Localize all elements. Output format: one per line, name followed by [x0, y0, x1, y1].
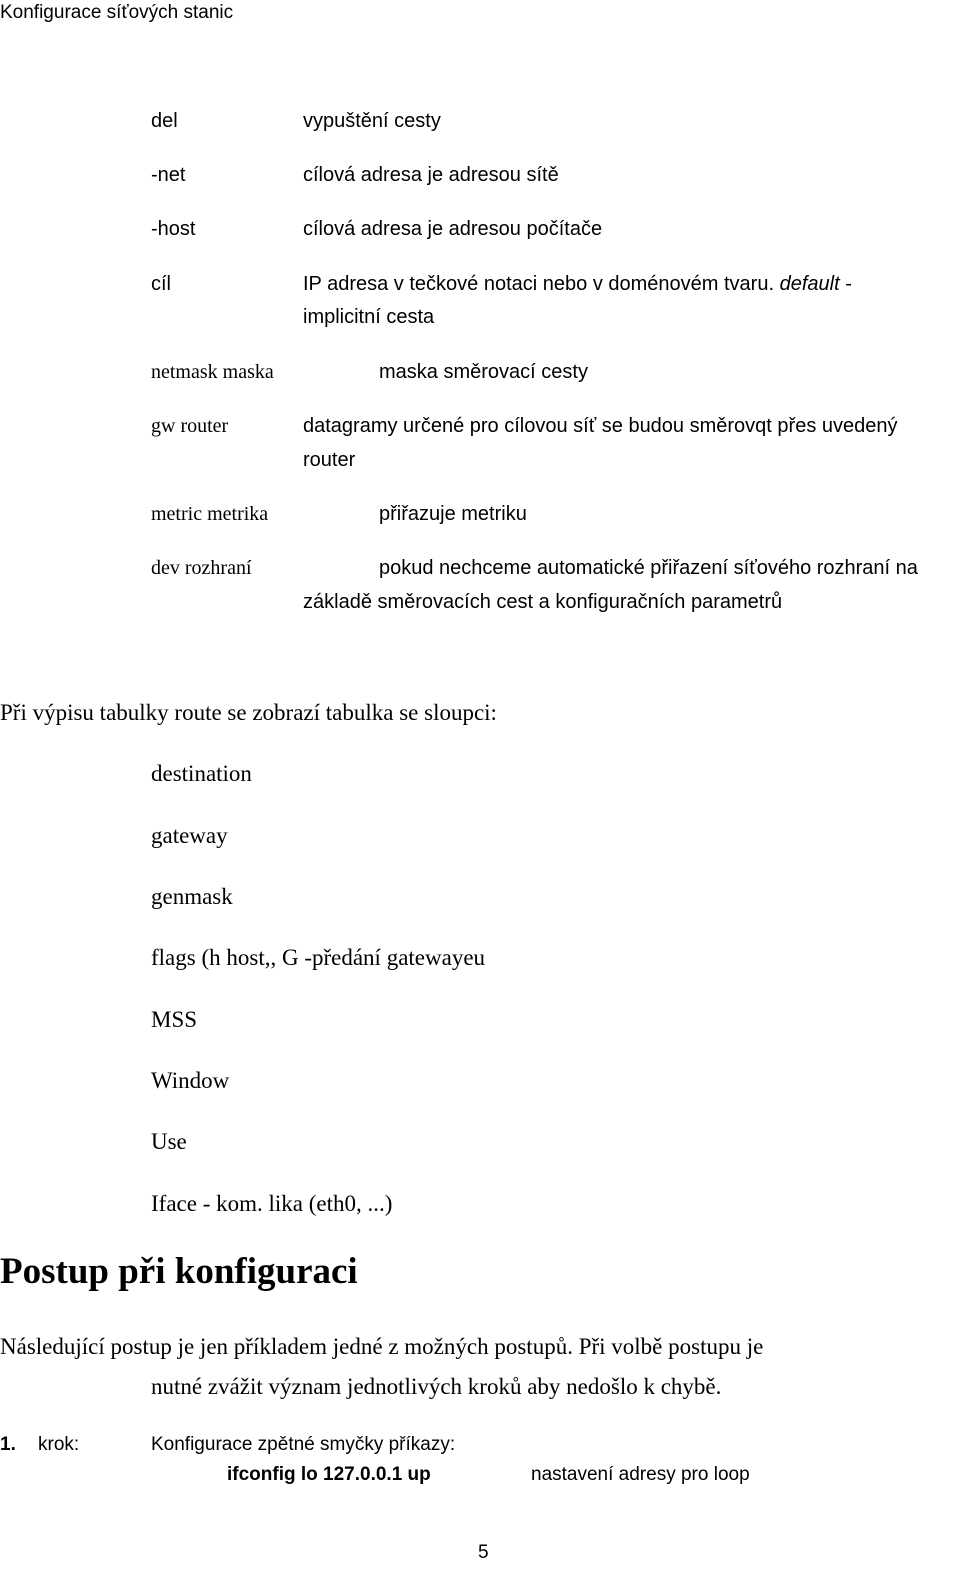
route-column-use: Use	[151, 1129, 187, 1154]
option-desc-gw-line2: router	[303, 449, 356, 471]
route-column-mss: MSS	[151, 1007, 198, 1032]
option-desc-netmask: maska směrovací cesty	[379, 361, 588, 383]
option-desc-cil-text: IP adresa v tečkové notaci nebo v doménovém tvaru.	[303, 273, 775, 295]
step-number: 1.	[0, 1434, 16, 1455]
option-term-metric: metric metrika	[151, 503, 269, 525]
route-column-gateway: gateway	[151, 823, 228, 848]
section-paragraph-line2: nutné zvážit význam jednotlivých kroků aby nedošlo k chybě.	[151, 1374, 722, 1399]
route-column-genmask: genmask	[151, 884, 233, 909]
option-desc-gw: datagramy určené pro cílovou síť se budou směrovqt přes uvedený	[303, 415, 898, 437]
section-paragraph-line1: Následující postup je jen příkladem jedné z možných postupů. Při volbě postupu je	[0, 1334, 764, 1359]
step-label: krok:	[38, 1434, 80, 1455]
option-term-cil: cíl	[151, 273, 171, 295]
option-term-del: del	[151, 110, 178, 132]
option-term-netmask: netmask maska	[151, 361, 274, 383]
route-column-iface: Iface - kom. lika (eth0, ...)	[151, 1191, 393, 1216]
option-desc-dev: pokud nechceme automatické přiřazení síťového rozhraní na	[379, 557, 918, 579]
option-desc-cil-line2: implicitní cesta	[303, 306, 435, 328]
option-term-dev: dev rozhraní	[151, 557, 252, 579]
option-desc-del: vypuštění cesty	[303, 110, 441, 132]
section-heading: Postup při konfiguraci	[0, 1251, 358, 1292]
route-table-intro: Při výpisu tabulky route se zobrazí tabulka se sloupci:	[0, 700, 497, 725]
option-term-host: -host	[151, 218, 196, 240]
option-desc-dev-line2: základě směrovacích cest a konfiguračních parametrů	[303, 591, 783, 613]
step-text: Konfigurace zpětné smyčky příkazy:	[151, 1434, 456, 1455]
page-number: 5	[478, 1542, 489, 1563]
route-column-destination: destination	[151, 761, 252, 786]
option-term-net: -net	[151, 164, 186, 186]
route-column-flags: flags (h host,, G -předání gatewayeu	[151, 945, 486, 970]
option-desc-host: cílová adresa je adresou počítače	[303, 218, 603, 240]
option-desc-net: cílová adresa je adresou sítě	[303, 164, 559, 186]
option-desc-cil-default: default	[779, 273, 840, 295]
option-desc-metric: přiřazuje metriku	[379, 503, 527, 525]
step-command-desc: nastavení adresy pro loop	[531, 1464, 750, 1485]
option-desc-cil-dash: -	[845, 273, 852, 295]
route-column-window: Window	[151, 1068, 230, 1093]
option-desc-cil	[303, 267, 852, 301]
option-term-gw: gw router	[151, 415, 229, 437]
step-command: ifconfig lo 127.0.0.1 up	[227, 1464, 431, 1485]
running-header: Konfigurace síťových stanic	[0, 2, 234, 23]
